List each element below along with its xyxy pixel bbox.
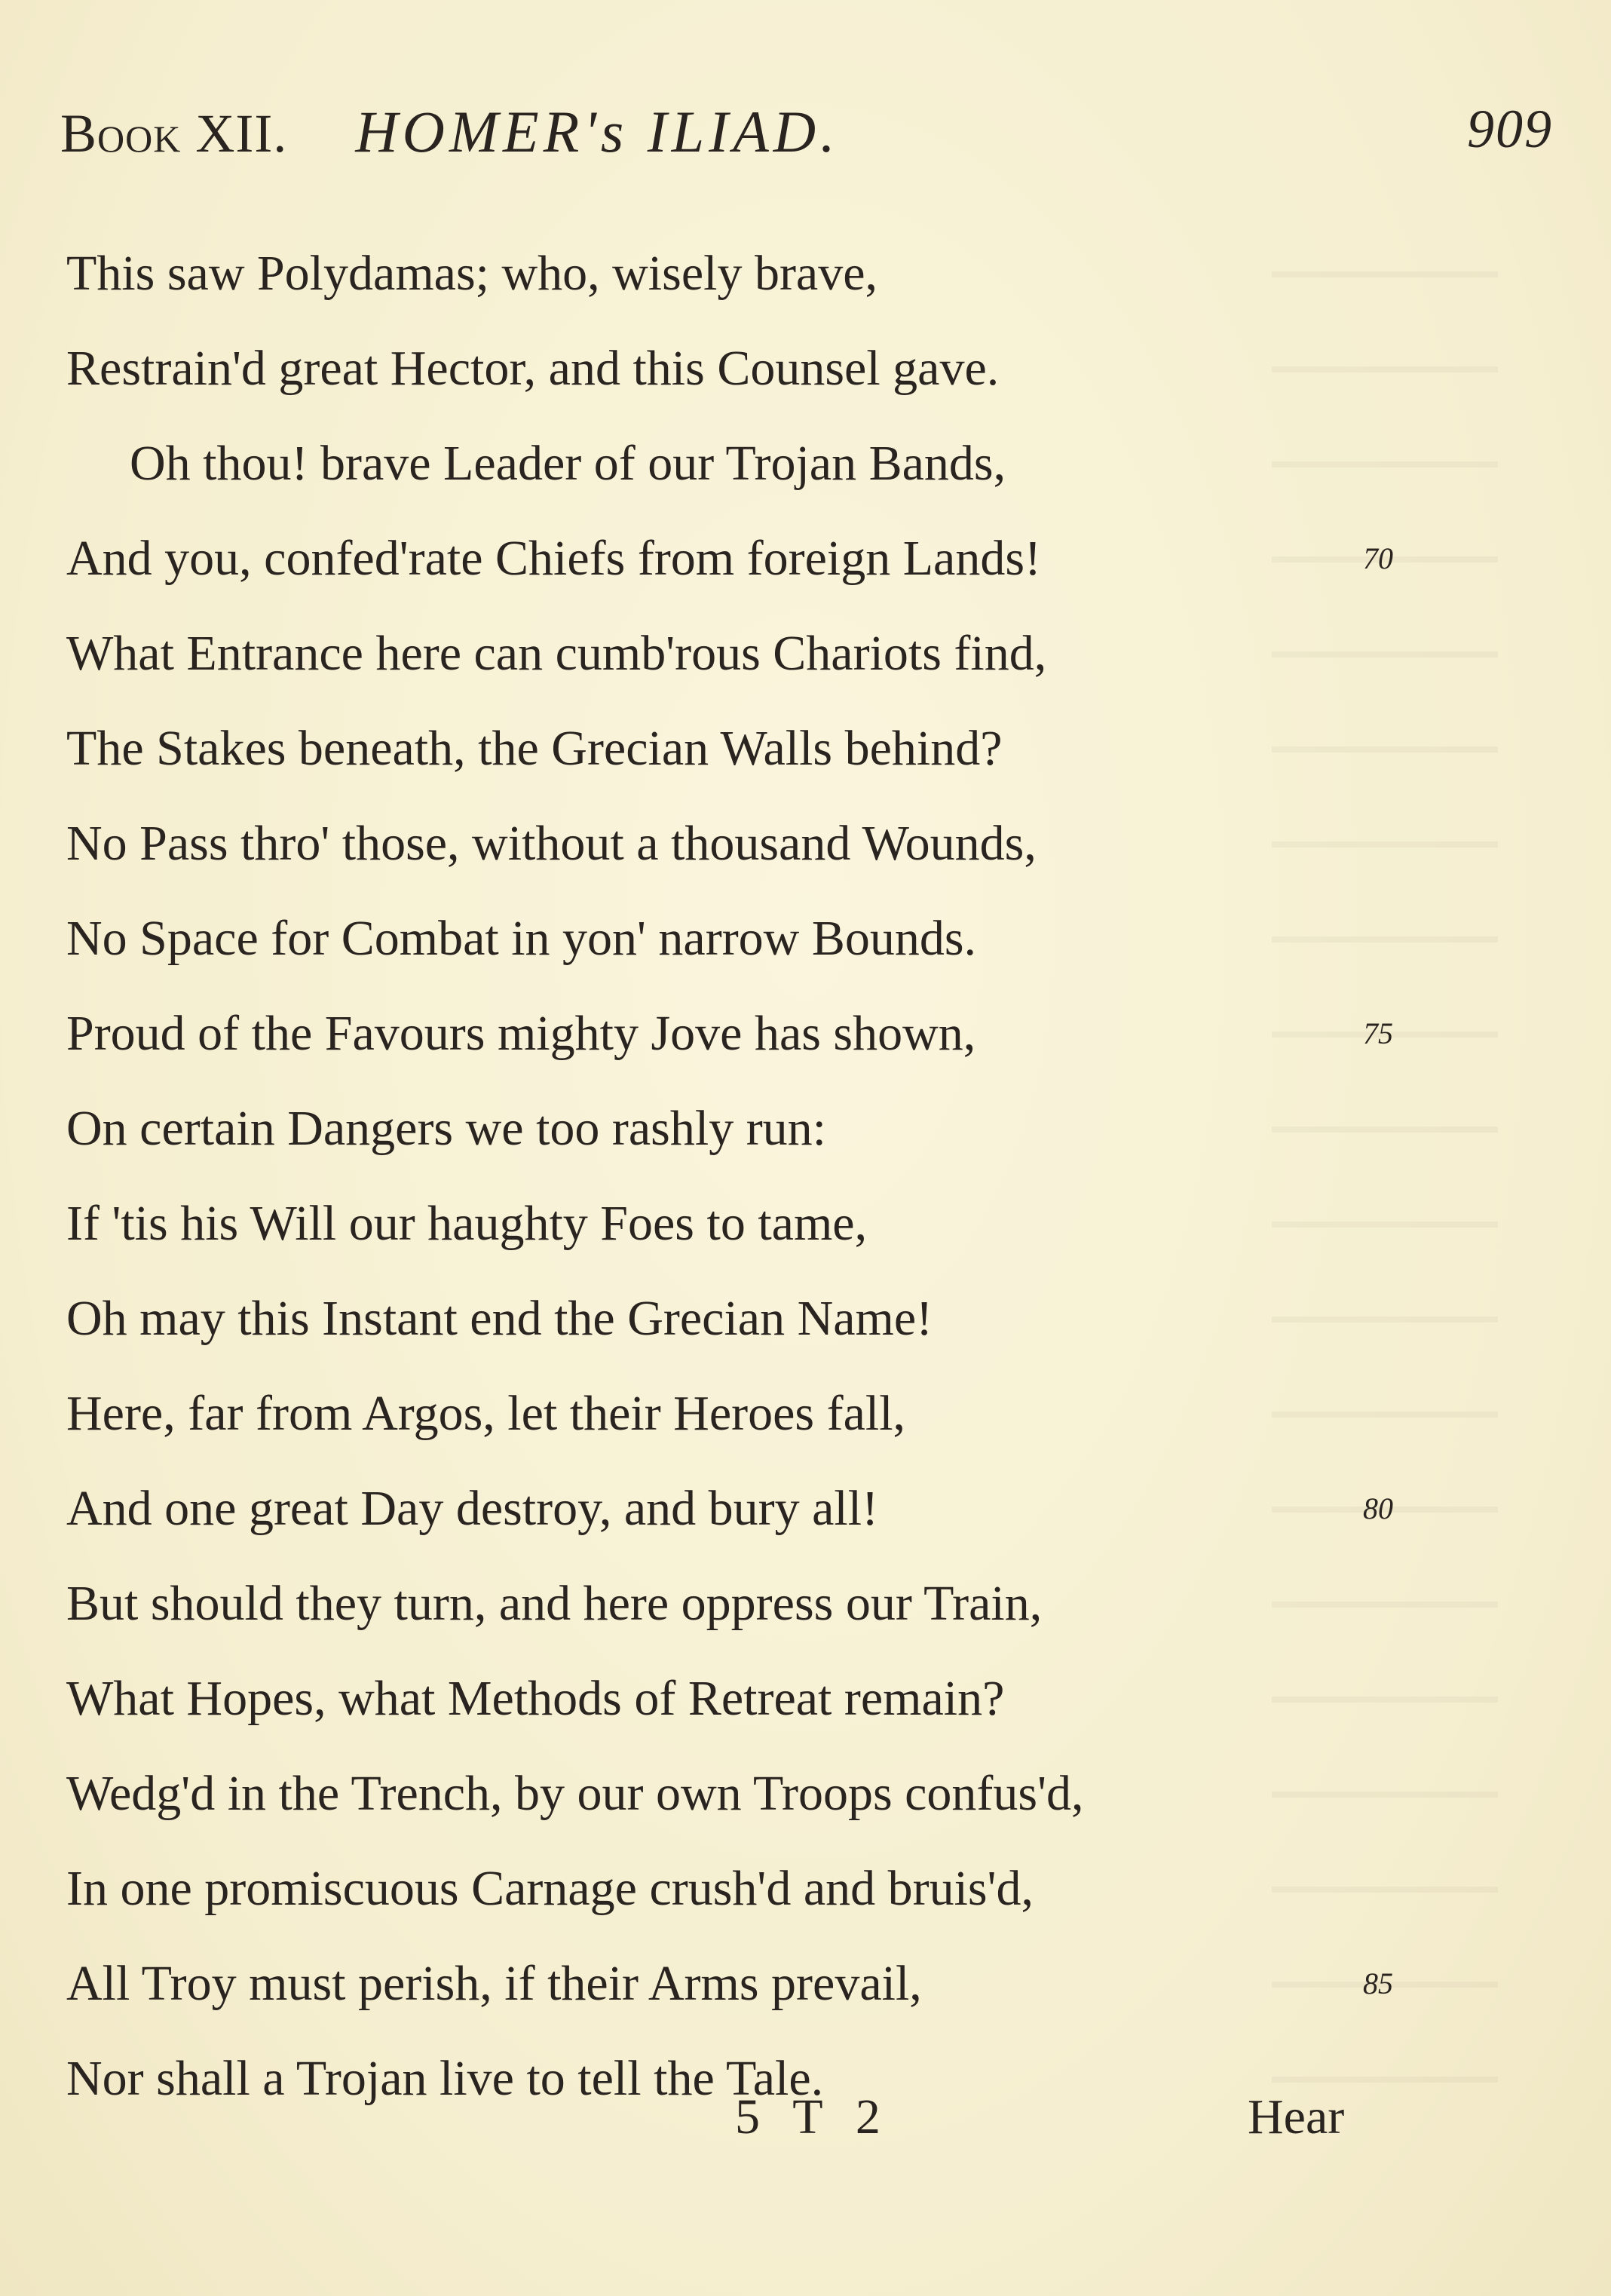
verse-text: And one great Day destroy, and bury all! bbox=[66, 1481, 879, 1536]
verse-text: What Hopes, what Methods of Retreat remain? bbox=[66, 1671, 1005, 1726]
signature-mark: 5 T 2 bbox=[735, 2089, 891, 2144]
verse-text: Restrain'd great Hector, and this Counsel gave. bbox=[66, 341, 1000, 396]
verse-text: But should they turn, and here oppress our Train, bbox=[66, 1576, 1043, 1631]
verse-text: On certain Dangers we too rashly run: bbox=[66, 1101, 827, 1156]
verse-line bbox=[66, 891, 1559, 986]
catchword: Hear bbox=[1248, 2089, 1345, 2144]
verse-text: If 'tis his Will our haughty Foes to tame, bbox=[66, 1196, 868, 1251]
verse-line bbox=[66, 1176, 1559, 1271]
verse-text: No Space for Combat in yon' narrow Bounds. bbox=[66, 911, 977, 966]
verse-text: Here, far from Argos, let their Heroes fall, bbox=[66, 1386, 906, 1441]
line-number: 80 bbox=[1363, 1491, 1393, 1525]
verse-text: And you, confed'rate Chiefs from foreign Lands! bbox=[66, 531, 1041, 586]
verse-text: This saw Polydamas; who, wisely brave, bbox=[66, 246, 878, 301]
verse-text: Nor shall a Trojan live to tell the Tale. bbox=[66, 2051, 824, 2106]
verse-text: What Entrance here can cumb'rous Chariots find, bbox=[66, 626, 1047, 681]
verse-line bbox=[66, 1936, 1559, 2031]
verse-line bbox=[66, 1271, 1559, 1366]
verse-line bbox=[66, 1651, 1559, 1746]
poem-text bbox=[66, 226, 1559, 2126]
verse-text: Proud of the Favours mighty Jove has shown, bbox=[66, 1006, 976, 1061]
line-number: 70 bbox=[1363, 541, 1393, 575]
running-title bbox=[60, 98, 840, 166]
page-number: 909 bbox=[1467, 99, 1553, 159]
verse-line bbox=[66, 606, 1559, 701]
page-header bbox=[60, 98, 1553, 181]
verse-line bbox=[66, 1461, 1559, 1556]
verse-text: Oh may this Instant end the Grecian Name! bbox=[66, 1291, 933, 1346]
verse-line bbox=[66, 321, 1559, 416]
verse-text: All Troy must perish, if their Arms prevail, bbox=[66, 1956, 922, 2011]
verse-line bbox=[66, 1556, 1559, 1651]
verse-text: No Pass thro' those, without a thousand Wounds, bbox=[66, 816, 1037, 871]
book-label: Book XII. bbox=[60, 103, 288, 164]
verse-text: The Stakes beneath, the Grecian Walls behind? bbox=[66, 721, 1003, 776]
verse-line bbox=[66, 1841, 1559, 1936]
verse-line bbox=[66, 1746, 1559, 1841]
line-number: 85 bbox=[1363, 1966, 1393, 2000]
line-number: 75 bbox=[1363, 1016, 1393, 1050]
page-footer bbox=[0, 2089, 1611, 2179]
verse-line bbox=[66, 1081, 1559, 1176]
verse-line bbox=[66, 1366, 1559, 1461]
verse-line bbox=[66, 511, 1559, 606]
verse-line bbox=[66, 701, 1559, 796]
verse-text: In one promiscuous Carnage crush'd and bruis'd, bbox=[66, 1861, 1034, 1916]
work-title: HOMER's ILIAD. bbox=[355, 99, 840, 164]
verse-line bbox=[66, 416, 1559, 511]
verse-line bbox=[66, 986, 1559, 1081]
verse-text: Wedg'd in the Trench, by our own Troops confus'd, bbox=[66, 1766, 1084, 1821]
verse-text: Oh thou! brave Leader of our Trojan Bands, bbox=[130, 436, 1006, 491]
verse-line bbox=[66, 226, 1559, 321]
verse-line bbox=[66, 796, 1559, 891]
